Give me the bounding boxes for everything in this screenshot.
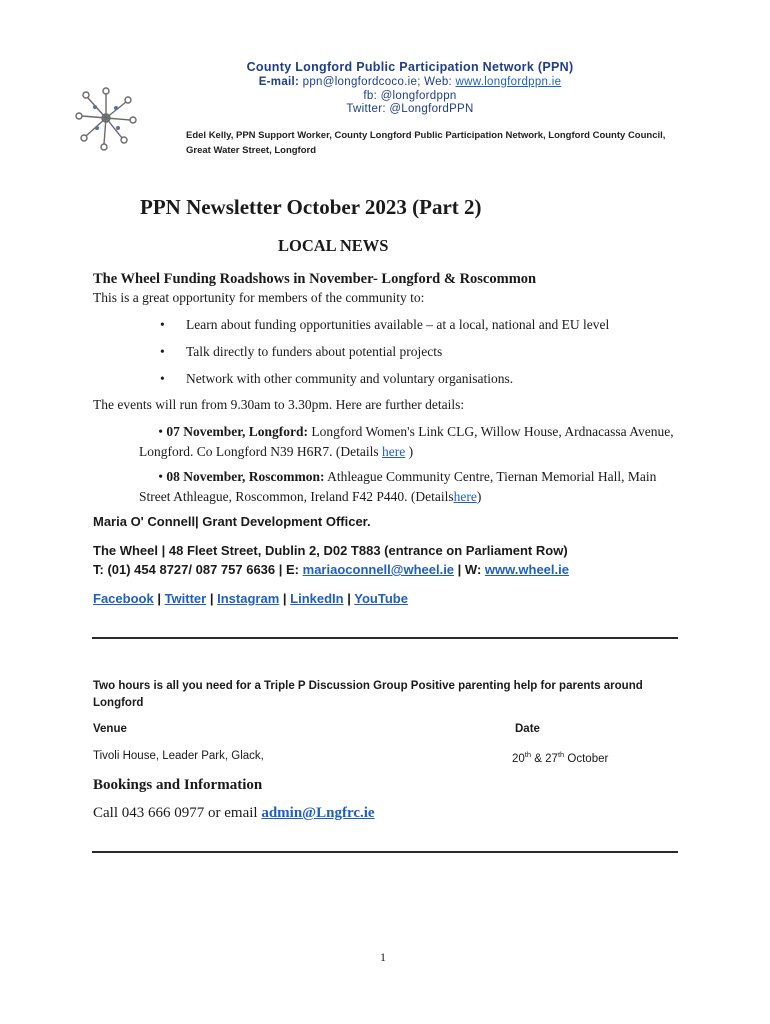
- twitter-handle: Twitter: @LongfordPPN: [346, 103, 474, 115]
- youtube-link[interactable]: YouTube: [354, 591, 408, 606]
- event-date-place: 07 November, Longford:: [166, 424, 308, 439]
- date-month: October: [567, 752, 609, 765]
- social-separator: |: [347, 591, 351, 606]
- social-separator: |: [282, 591, 287, 606]
- events-intro: The events will run from 9.30am to 3.30pm. Here are further details:: [93, 397, 465, 412]
- bullet-icon: •: [160, 371, 165, 386]
- bullet-icon: •: [160, 344, 165, 359]
- wheel-intro: This is a great opportunity for members of the community to:: [93, 290, 425, 305]
- website-link[interactable]: www.longfordppn.ie: [455, 76, 562, 88]
- email-label: E-mail:: [258, 76, 300, 88]
- date-suffix-1: th: [524, 750, 532, 759]
- facebook-handle: fb: @longfordppn: [363, 90, 457, 102]
- support-worker-info: Edel Kelly, PPN Support Worker, County Longford Public Participation Network, Longford County Council, Great Water Street, Longford: [186, 130, 666, 156]
- contact-address: The Wheel | 48 Fleet Street, Dublin 2, D02 T883 (entrance on Parliament Row): [93, 543, 568, 558]
- bookings-text: [93, 805, 375, 822]
- contact-email-link[interactable]: mariaoconnell@wheel.ie: [302, 562, 455, 577]
- event-details-close: ): [408, 444, 414, 459]
- ppn-logo: [64, 72, 148, 158]
- contact-web-link[interactable]: www.wheel.ie: [484, 562, 569, 577]
- bullet-text: Learn about funding opportunities available – at a local, national and EU level: [186, 317, 610, 332]
- bookings-call: Call 043 666 0977 or email: [93, 805, 258, 821]
- org-contact-line: [170, 76, 650, 88]
- org-title: County Longford Public Participation Network (PPN): [246, 60, 574, 74]
- page-number: 1: [380, 950, 386, 964]
- bullet-icon: •: [158, 469, 163, 484]
- contact-web-prefix: | W:: [457, 562, 482, 577]
- event-item-longford: [139, 422, 679, 462]
- linkedin-link[interactable]: LinkedIn: [290, 591, 344, 606]
- bullet-text: Network with other community and voluntary organisations.: [186, 371, 514, 386]
- instagram-link[interactable]: Instagram: [217, 591, 280, 606]
- bullet-icon: •: [158, 424, 163, 439]
- date-suffix-2: th: [557, 750, 565, 759]
- bullet-icon: •: [160, 317, 165, 332]
- bullet-item: [160, 344, 442, 360]
- bullet-item: [160, 317, 609, 333]
- event-details-link[interactable]: here: [381, 444, 406, 459]
- date-day-2: & 27: [534, 752, 558, 765]
- event-details: Athleague Community Centre, Tiernan Memorial Hall, Main Street Athleague, Roscommon, Ireland F42 P440. (Details: [139, 469, 657, 504]
- bullet-text: Talk directly to funders about potential projects: [186, 344, 443, 359]
- wheel-heading: The Wheel Funding Roadshows in November- Longford & Roscommon: [93, 271, 537, 287]
- social-separator: |: [209, 591, 214, 606]
- event-details: Longford Women's Link CLG, Willow House, Ardnacassa Avenue, Longford. Co Longford N39 H6R7. (Details: [139, 424, 674, 459]
- event-details-link[interactable]: here: [453, 489, 477, 504]
- section-divider: [92, 851, 678, 853]
- date-value: [512, 750, 608, 765]
- bookings-email-link[interactable]: admin@Lngfrc.ie: [261, 805, 375, 821]
- facebook-link[interactable]: Facebook: [93, 591, 154, 606]
- twitter-link[interactable]: Twitter: [164, 591, 207, 606]
- date-day-1: 20: [512, 752, 525, 765]
- newsletter-title: PPN Newsletter October 2023 (Part 2): [140, 195, 482, 219]
- section-title: LOCAL NEWS: [278, 236, 389, 255]
- event-item-roscommon: [139, 467, 679, 507]
- bullet-item: [160, 371, 513, 387]
- venue-value: Tivoli House, Leader Park, Glack,: [93, 750, 264, 762]
- venue-label: Venue: [93, 723, 127, 735]
- contact-phone: T: (01) 454 8727/ 087 757 6636 | E:: [93, 562, 300, 577]
- social-links: [93, 591, 408, 606]
- event-details-close: ): [476, 489, 482, 504]
- bookings-heading: Bookings and Information: [93, 777, 263, 793]
- contact-phone-line: [93, 562, 569, 577]
- triple-p-heading: Two hours is all you need for a Triple P Discussion Group Positive parenting help for parents around Longford: [93, 680, 643, 709]
- event-date-place: 08 November, Roscommon:: [166, 469, 325, 484]
- email-value: ppn@longfordcoco.ie; Web:: [302, 76, 453, 88]
- date-label: Date: [515, 723, 540, 735]
- section-divider: [92, 637, 678, 639]
- ppn-logo-graphic: [64, 72, 148, 158]
- contact-name: Maria O' Connell| Grant Development Officer.: [93, 514, 371, 529]
- social-separator: |: [157, 591, 161, 606]
